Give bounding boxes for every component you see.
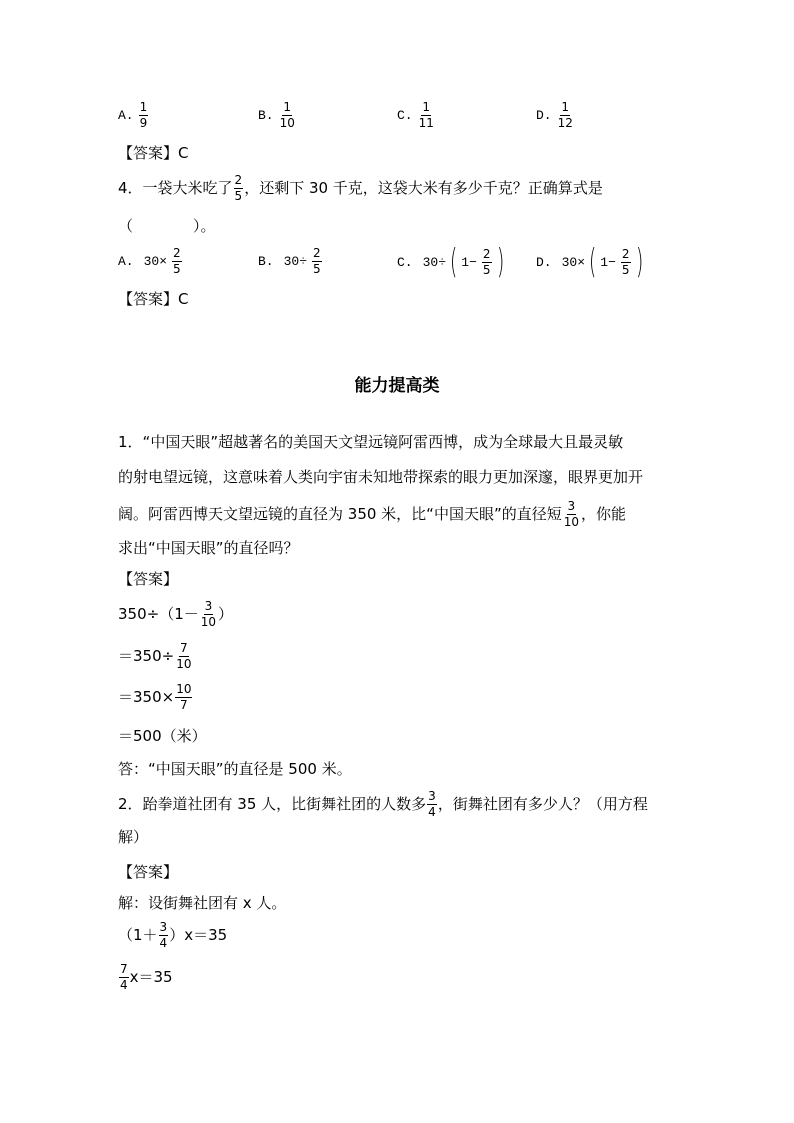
fraction: $\frac{2}{5}$ xyxy=(313,246,321,276)
p1-line-1: 1．“中国天眼”超越著名的美国天文望远镜阿雷西博，成为全球最大且最灵敏 xyxy=(118,433,624,451)
q4-option-b: B. 30÷ $\frac{2}{5}$ xyxy=(258,246,321,276)
q4-stem: 4．一袋大米吃了 $\frac{2}{5}$ ，还剩下 30 千克，这袋大米有多少千克？正确算式是 xyxy=(118,173,603,203)
q4-answer: 【答案】C xyxy=(118,290,189,308)
fraction: $\frac{2}{5}$ xyxy=(234,173,243,203)
fraction: $\frac{2}{5}$ xyxy=(621,246,630,277)
q4-blank: （ ）。 xyxy=(118,217,216,235)
p2-step-3: $\frac{7}{4}$ x＝35 xyxy=(120,962,173,992)
p1-step-2: ＝350÷ $\frac{7}{10}$ xyxy=(118,641,192,671)
p1-answer-label: 【答案】 xyxy=(118,570,179,588)
p1-line-4: 求出“中国天眼”的直径吗？ xyxy=(118,539,299,557)
p1-line-2: 的射电望远镜，这意味着人类向宇宙未知地带探索的眼力更加深邃，眼界更加开 xyxy=(118,468,644,486)
fraction: $\frac{10}{7}$ xyxy=(176,682,192,712)
q3-answer: 【答案】C xyxy=(118,144,189,162)
left-paren: ( xyxy=(589,242,597,282)
q3-option-b xyxy=(258,101,297,129)
left-paren: ( xyxy=(450,242,458,282)
fraction: $\frac{1}{9}$ xyxy=(139,100,148,130)
fraction: $\frac{7}{4}$ xyxy=(120,962,128,992)
option-letter: D. xyxy=(536,107,552,123)
fraction: $\frac{3}{4}$ xyxy=(159,920,168,950)
fraction: $\frac{3}{10}$ xyxy=(563,499,579,529)
right-paren: ) xyxy=(496,242,504,282)
p2-line-2: 解） xyxy=(118,828,149,846)
fraction: $\frac{3}{4}$ xyxy=(428,789,436,819)
right-paren: ) xyxy=(635,242,643,282)
fraction: $\frac{7}{10}$ xyxy=(176,641,192,671)
fraction: $\frac{3}{10}$ xyxy=(200,599,217,629)
option-letter: B. xyxy=(258,107,274,123)
option-letter: A. xyxy=(118,107,134,123)
p1-line-3: 阔。阿雷西博天文望远镜的直径为 350 米，比“中国天眼”的直径短 $\frac{3}{10}$ ，你能 xyxy=(118,499,627,529)
q4-option-a: A. 30× $\frac{2}{5}$ xyxy=(118,246,181,276)
p2-step-1: 解：设街舞社团有 x 人。 xyxy=(118,894,287,912)
p1-final-answer: 答：“中国天眼”的直径是 500 米。 xyxy=(118,760,352,778)
q4-option-c: C. 30÷ ( 1− $\frac{2}{5}$ ) xyxy=(397,242,504,282)
p1-step-1: 350÷（1－ $\frac{3}{10}$ ） xyxy=(118,599,234,629)
p2-line-1: 2．跆拳道社团有 35 人，比街舞社团的人数多 $\frac{3}{4}$ ，街舞社团有多少人？（用方程 xyxy=(118,789,648,819)
fraction: $\frac{2}{5}$ xyxy=(173,246,181,276)
option-letter: C. xyxy=(397,107,413,123)
p1-step-4: ＝500（米） xyxy=(118,727,207,745)
q3-option-c xyxy=(397,101,436,129)
fraction: $\frac{1}{10}$ xyxy=(279,100,295,130)
q4-option-d: D. 30× ( 1− $\frac{2}{5}$ ) xyxy=(536,242,643,282)
fraction: $\frac{1}{12}$ xyxy=(557,100,573,130)
section-title: 能力提高类 xyxy=(354,376,440,396)
q3-option-d xyxy=(536,101,575,129)
p2-step-2: （1＋ $\frac{3}{4}$ ）x＝35 xyxy=(118,920,228,950)
p2-answer-label: 【答案】 xyxy=(118,863,179,881)
fraction: $\frac{1}{11}$ xyxy=(418,100,434,130)
p1-step-3: ＝350× $\frac{10}{7}$ xyxy=(118,682,192,712)
q3-option-a xyxy=(118,101,149,129)
fraction: $\frac{2}{5}$ xyxy=(482,246,491,277)
